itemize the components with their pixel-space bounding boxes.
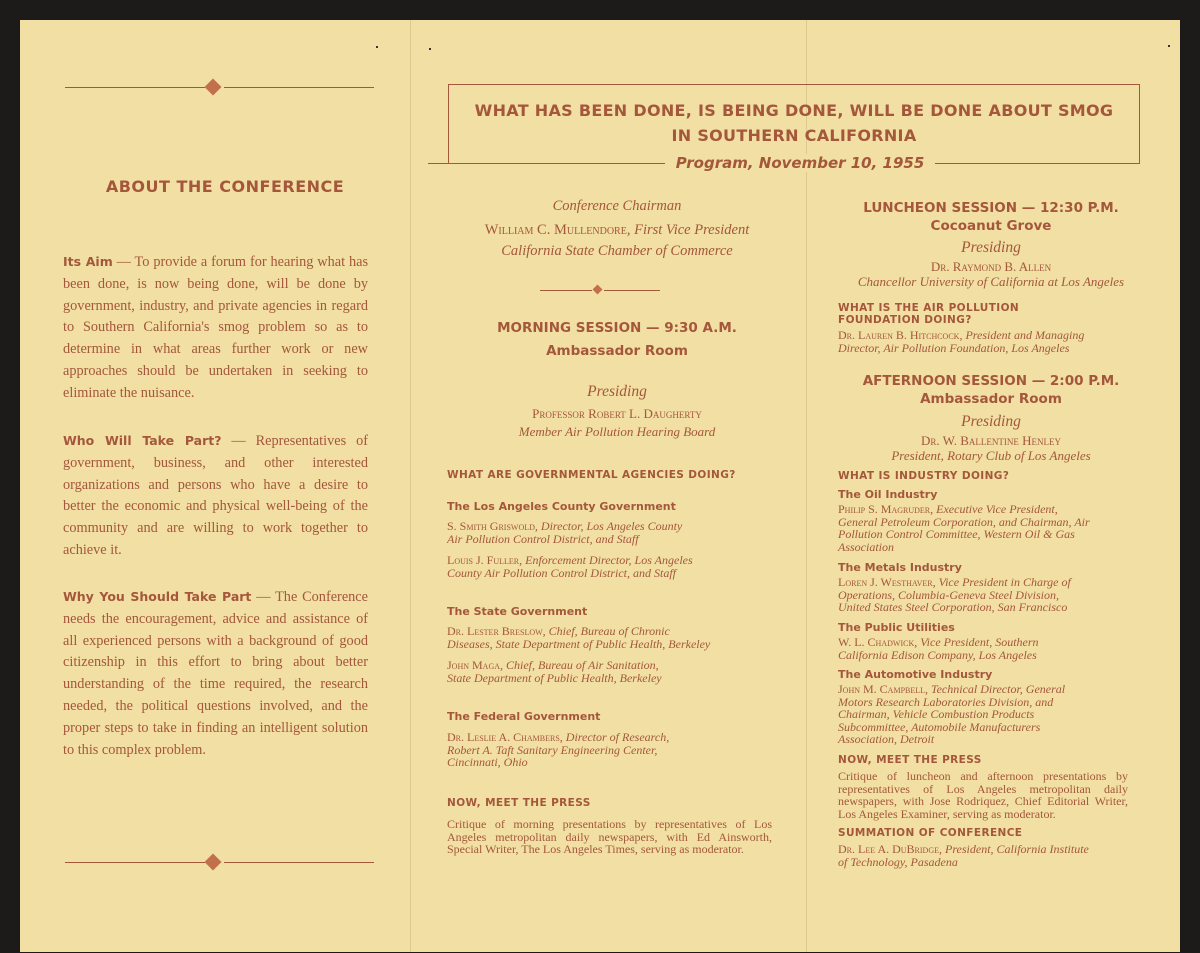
entry-line: Association, Detroit bbox=[838, 732, 935, 746]
punch-mark bbox=[429, 48, 431, 50]
entry-line: State Department of Public Health, Berkeley bbox=[447, 670, 662, 685]
entry-line: County Air Pollution Control District, and Staff bbox=[447, 565, 677, 580]
person-name: Louis J. Fuller bbox=[447, 553, 520, 567]
program-rule-right bbox=[935, 163, 1139, 164]
morning-presiding-org: Member Air Pollution Hearing Board bbox=[518, 424, 716, 439]
chairman-name-text: William C. Mullendore bbox=[484, 222, 627, 238]
federal-entry bbox=[447, 731, 772, 769]
entry-line: , Director of Research, bbox=[559, 730, 670, 744]
program-date: Program, November 10, 1955 bbox=[665, 154, 935, 172]
luncheon-presiding-name: Dr. Raymond B. Allen bbox=[930, 259, 1052, 274]
person-name: Dr. Lester Breslow bbox=[447, 624, 543, 638]
dash: — bbox=[221, 433, 256, 449]
automotive-heading: The Automotive Industry bbox=[838, 668, 993, 681]
la-county-heading: The Los Angeles County Government bbox=[447, 500, 676, 513]
industry-heading: WHAT IS INDUSTRY DOING? bbox=[838, 470, 1010, 482]
entry-line: Chairman, Vehicle Combustion Products bbox=[838, 707, 1035, 721]
afternoon-room: Ambassador Room bbox=[920, 391, 1062, 407]
press-text-1: Critique of morning presentations by representatives of Los Angeles metropolitan daily newspapers, with Ed Ainsworth, Special Writer, The Los Angeles Times, serving as moderator. bbox=[447, 817, 772, 856]
press-heading-1: NOW, MEET THE PRESS bbox=[447, 797, 591, 809]
diamond-ornament-icon bbox=[205, 854, 222, 871]
person-name: Dr. Lee A. DuBridge bbox=[838, 842, 939, 856]
state-heading: The State Government bbox=[447, 605, 588, 618]
entry-line: Robert A. Taft Sanitary Engineering Center, bbox=[447, 742, 658, 757]
chairman-title: , First Vice President bbox=[626, 222, 750, 238]
luncheon-presiding-org: Chancellor University of California at Los Angeles bbox=[857, 274, 1125, 289]
person-name: John Maga bbox=[447, 658, 501, 672]
entry-line: Association bbox=[838, 539, 894, 554]
dash: — bbox=[251, 589, 276, 605]
entry-line: Diseases, State Department of Public Health, Berkeley bbox=[447, 636, 711, 651]
entry-line: Operations, Columbia-Geneva Steel Division, bbox=[838, 587, 1059, 602]
metals-heading: The Metals Industry bbox=[838, 561, 962, 574]
federal-heading: The Federal Government bbox=[447, 710, 601, 723]
entry-line: , Vice President, Southern bbox=[914, 635, 1039, 649]
why-lead: Why You Should Take Part bbox=[63, 589, 252, 604]
press-text-2: Critique of luncheon and afternoon presentations by representatives of Los Angeles metropolitan daily newspapers, with Jose Rodriquez, Chief Editorial Writer, Los Angeles Examiner, serving as moderator. bbox=[838, 769, 1128, 821]
entry-line: , Technical Director, General bbox=[925, 682, 1066, 696]
aim-lead: Its Aim bbox=[63, 254, 113, 269]
title-line-2: IN SOUTHERN CALIFORNIA bbox=[671, 126, 917, 145]
entry-line: , Vice President in Charge of bbox=[932, 575, 1071, 589]
ornament-rule bbox=[65, 862, 205, 863]
who-lead: Who Will Take Part? bbox=[63, 433, 222, 448]
oil-heading: The Oil Industry bbox=[838, 488, 938, 501]
diamond-ornament-icon bbox=[205, 79, 222, 96]
ornament-rule bbox=[65, 87, 205, 88]
program-rule-left bbox=[428, 163, 665, 164]
afternoon-session-title: AFTERNOON SESSION — 2:00 P.M. bbox=[862, 373, 1120, 389]
who-paragraph bbox=[63, 430, 368, 562]
automotive-entry bbox=[838, 683, 1128, 746]
person-name: W. L. Chadwick bbox=[838, 635, 915, 649]
summation-entry bbox=[838, 843, 1128, 868]
chairman-label: Conference Chairman bbox=[552, 198, 682, 214]
entry-line: , Director, Los Angeles County bbox=[534, 519, 683, 533]
apf-heading-line: FOUNDATION DOING? bbox=[838, 314, 972, 326]
about-heading: ABOUT THE CONFERENCE bbox=[105, 177, 345, 196]
apf-heading-line: WHAT IS THE AIR POLLUTION bbox=[838, 302, 1020, 314]
morning-presiding: Presiding bbox=[587, 383, 647, 400]
entry-line: Director, Air Pollution Foundation, Los Angeles bbox=[838, 340, 1070, 355]
brochure-page bbox=[20, 20, 1180, 952]
person-name: S. Smith Griswold bbox=[447, 519, 535, 533]
gov-heading: WHAT ARE GOVERNMENTAL AGENCIES DOING? bbox=[447, 469, 736, 481]
person-name: Dr. Lauren B. Hitchcock bbox=[838, 328, 960, 342]
title-box bbox=[448, 84, 1140, 164]
chairman-name bbox=[432, 222, 802, 239]
fold-line-left bbox=[410, 20, 411, 952]
state-entry-1 bbox=[447, 625, 772, 650]
person-name: John M. Campbell bbox=[838, 682, 926, 696]
person-name: Philip S. Magruder bbox=[838, 502, 931, 516]
afternoon-presiding-org: President, Rotary Club of Los Angeles bbox=[891, 448, 1091, 463]
entry-line: Pollution Control Committee, Western Oil & Gas bbox=[838, 527, 1075, 541]
aim-paragraph bbox=[63, 251, 368, 405]
entry-line: , Enforcement Director, Los Angeles bbox=[519, 553, 693, 567]
entry-line: , President and Managing bbox=[959, 328, 1085, 342]
luncheon-room: Cocoanut Grove bbox=[930, 218, 1052, 234]
diamond-ornament-icon bbox=[593, 285, 603, 295]
entry-line: Air Pollution Control District, and Staff bbox=[447, 531, 639, 546]
utilities-entry bbox=[838, 636, 1128, 661]
ornament-rule bbox=[224, 87, 374, 88]
entry-line: , Chief, Bureau of Air Sanitation, bbox=[500, 658, 659, 672]
ornament-rule bbox=[224, 862, 374, 863]
person-name: Dr. Leslie A. Chambers bbox=[447, 730, 560, 744]
punch-mark bbox=[1168, 45, 1170, 47]
dash: — bbox=[112, 254, 135, 270]
luncheon-session-title: LUNCHEON SESSION — 12:30 P.M. bbox=[863, 200, 1119, 216]
entry-line: of Technology, Pasadena bbox=[838, 854, 958, 869]
ornament-rule bbox=[540, 290, 592, 291]
la-entry-1 bbox=[447, 520, 772, 545]
entry-line: United States Steel Corporation, San Francisco bbox=[838, 600, 1068, 614]
metals-entry bbox=[838, 576, 1128, 614]
why-text: The Conference needs the encouragement, advice and assistance of all experienced persons with a background of good citizenship in this effort to bring about better understanding of the time required, the research needed, the political questions involved, and the proper steps to take in finding an intelligent solution to this complex problem. bbox=[63, 589, 369, 758]
entry-line: Motors Research Laboratories Division, and bbox=[838, 694, 1054, 709]
entry-line: , Executive Vice President, bbox=[930, 502, 1058, 516]
entry-line: , Chief, Bureau of Chronic bbox=[542, 624, 670, 638]
chairman-org: California State Chamber of Commerce bbox=[501, 243, 733, 259]
entry-line: Cincinnati, Ohio bbox=[447, 755, 528, 769]
aim-text: To provide a forum for hearing what has been done, is now being done, will be done by government, industry, and private agencies in regard to Southern California's smog problem so as to determine in what areas further work or new approaches should be undertaken in seeking to eliminate the nuisance. bbox=[63, 254, 369, 401]
morning-room: Ambassador Room bbox=[546, 343, 688, 359]
afternoon-presiding: Presiding bbox=[961, 413, 1021, 430]
punch-mark bbox=[376, 46, 378, 48]
ornament-rule bbox=[604, 290, 660, 291]
state-entry-2 bbox=[447, 659, 772, 684]
apf-heading bbox=[838, 302, 1128, 326]
la-entry-2 bbox=[447, 554, 772, 579]
luncheon-presiding: Presiding bbox=[961, 239, 1021, 256]
who-text: Representatives of government, business, and other interested organizations and persons who have a desire to better the economic and physical well-being of the community and are willing to work together to achieve it. bbox=[63, 433, 368, 558]
summation-heading: SUMMATION OF CONFERENCE bbox=[838, 827, 1023, 839]
entry-line: Subcommittee, Automobile Manufacturers bbox=[838, 719, 1041, 734]
morning-session-title: MORNING SESSION — 9:30 A.M. bbox=[497, 320, 737, 336]
person-name: Loren J. Westhaver bbox=[838, 575, 933, 589]
title-line-1: WHAT HAS BEEN DONE, IS BEING DONE, WILL BE DONE ABOUT SMOG bbox=[474, 101, 1114, 120]
apf-entry bbox=[838, 329, 1128, 354]
afternoon-presiding-name: Dr. W. Ballentine Henley bbox=[920, 433, 1062, 448]
entry-line: , President, California Institute bbox=[939, 842, 1089, 856]
entry-line: General Petroleum Corporation, and Chairman, Air bbox=[838, 514, 1090, 529]
morning-presiding-name: Professor Robert L. Daugherty bbox=[532, 406, 702, 421]
why-paragraph bbox=[63, 586, 368, 761]
entry-line: California Edison Company, Los Angeles bbox=[838, 647, 1037, 662]
press-heading-2: NOW, MEET THE PRESS bbox=[838, 754, 982, 766]
utilities-heading: The Public Utilities bbox=[838, 621, 955, 634]
oil-entry bbox=[838, 503, 1128, 553]
